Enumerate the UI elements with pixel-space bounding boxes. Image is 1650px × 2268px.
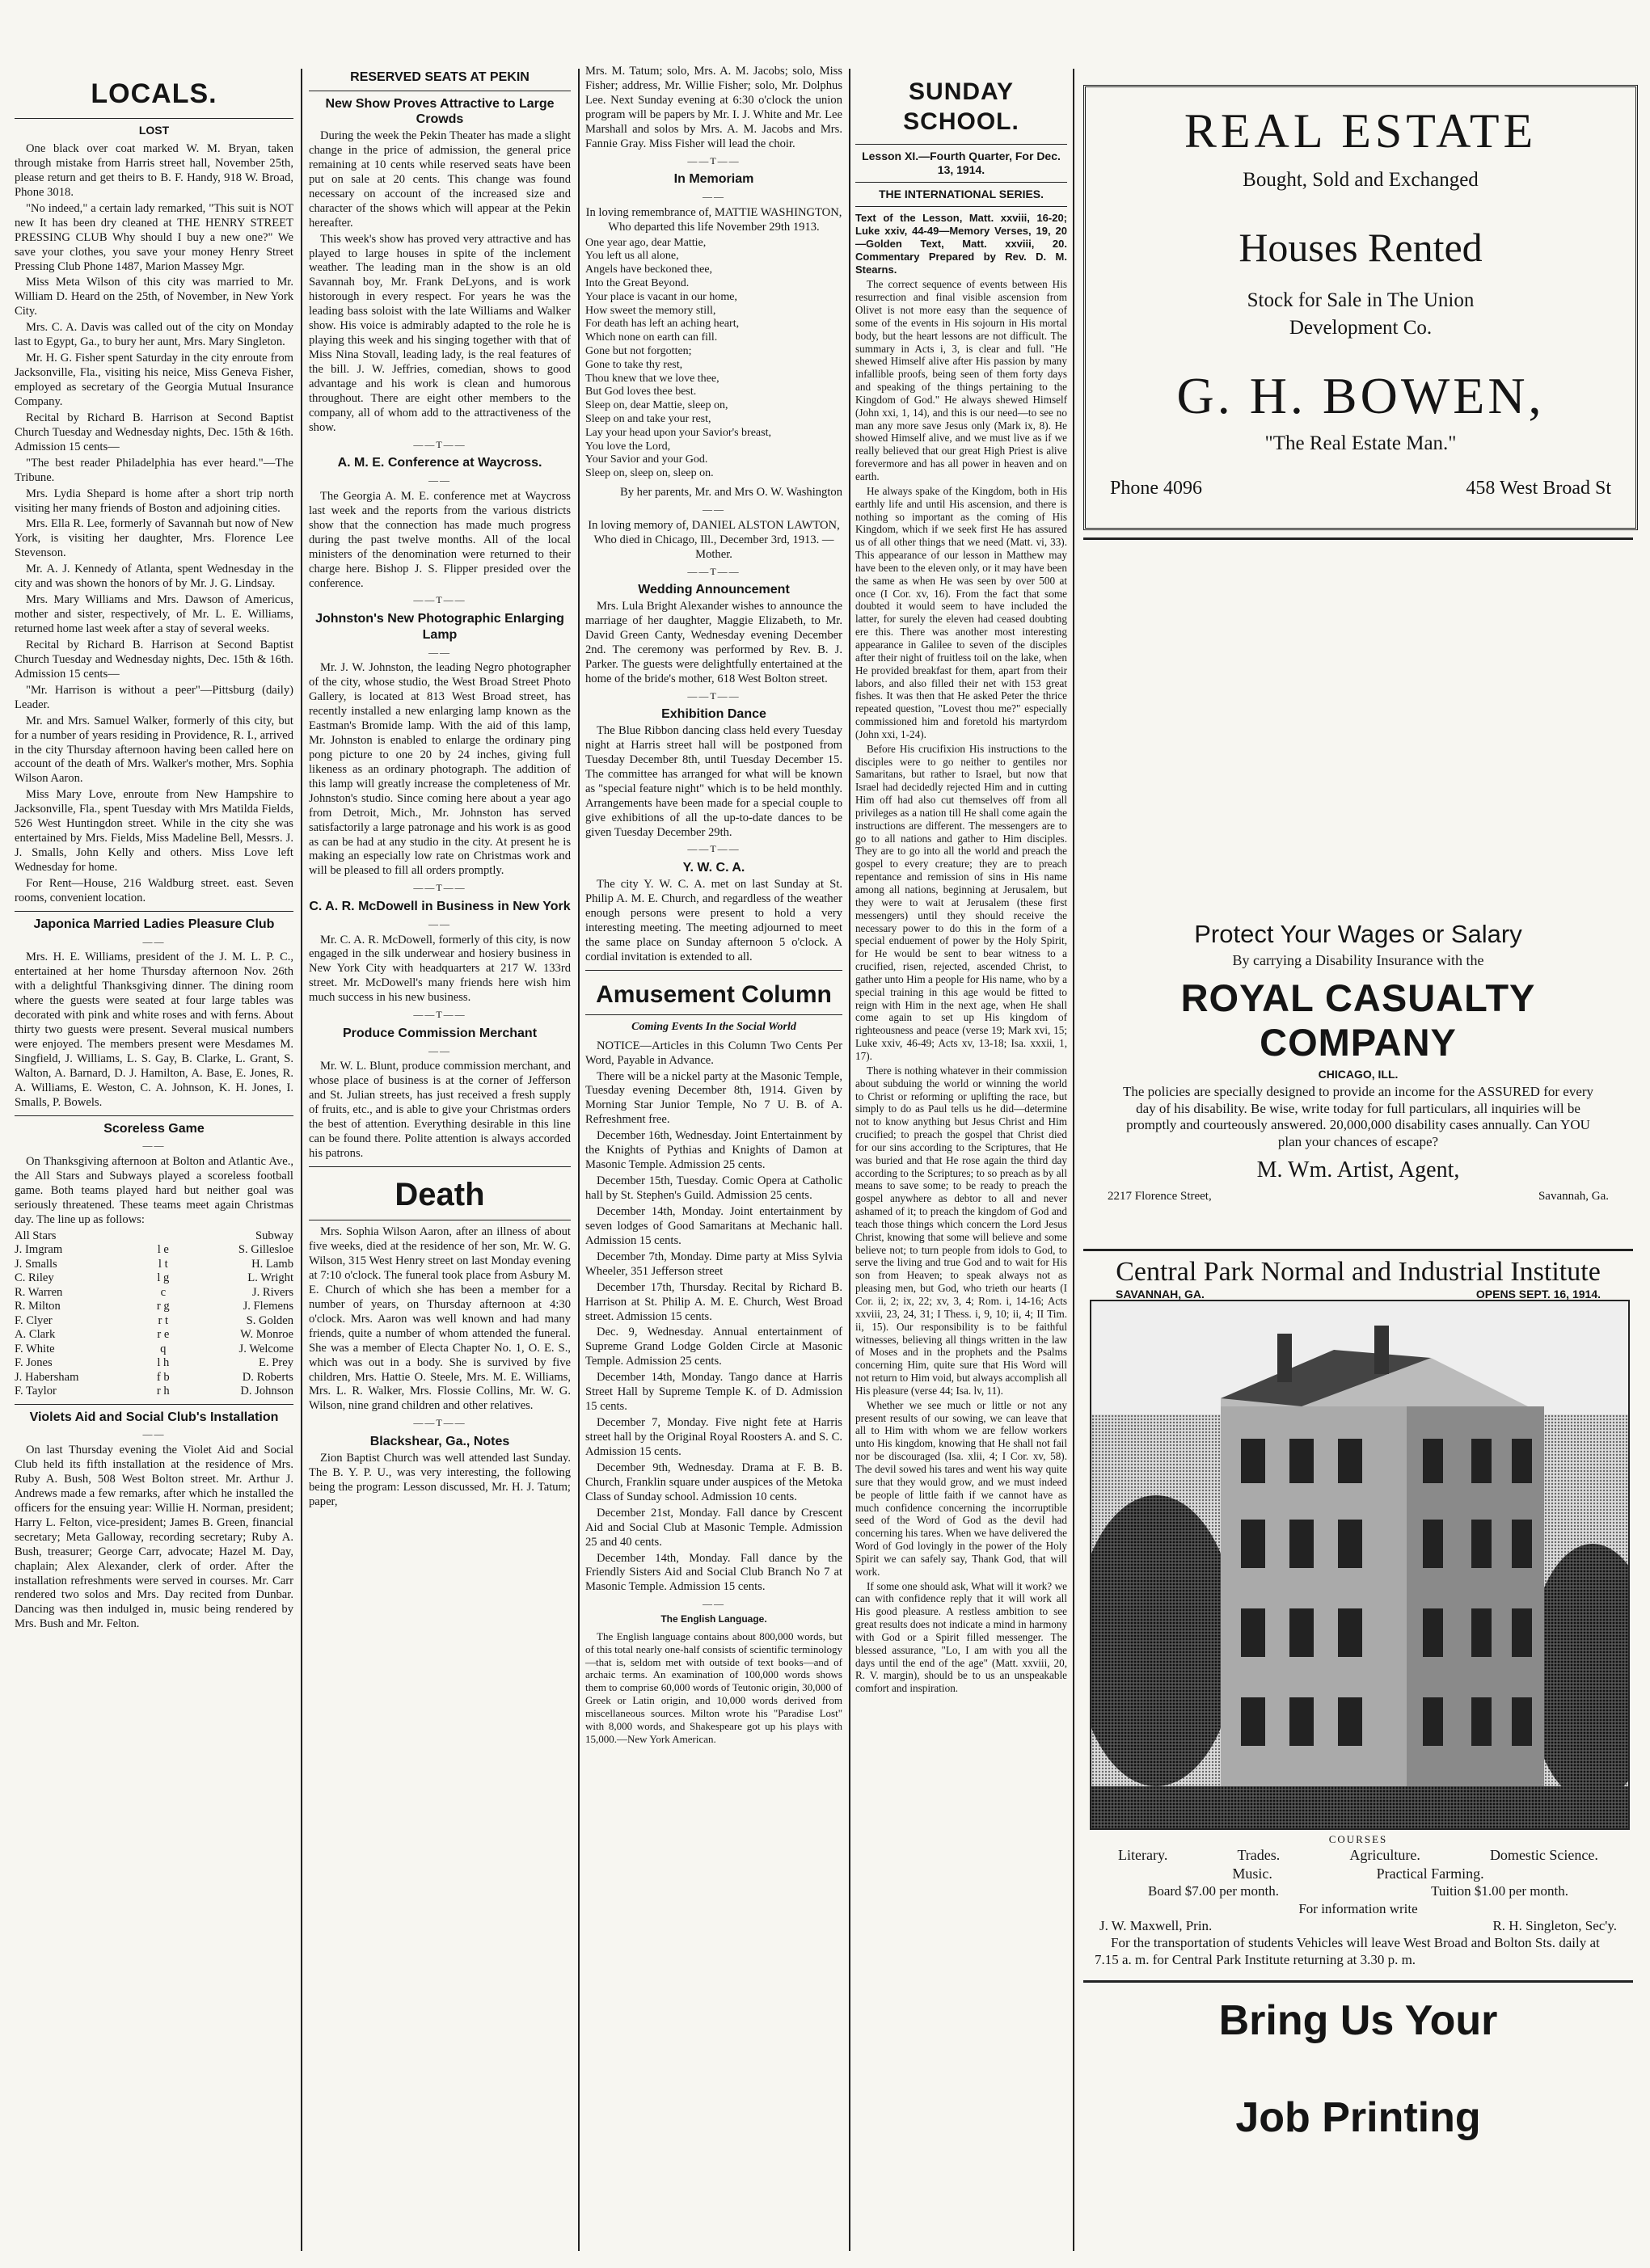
divider: ——: [703, 191, 725, 203]
memoriam-heading: In Memoriam: [673, 172, 754, 187]
divider: ——T——: [413, 1417, 466, 1429]
divider: ——: [428, 1044, 451, 1056]
course-name: Music.: [1232, 1865, 1272, 1882]
houses-rented: Houses Rented: [1239, 225, 1483, 270]
divider: [1083, 1980, 1633, 1983]
bowen-tagline: "The Real Estate Man.": [1264, 432, 1457, 454]
paragraph: "Mr. Harrison is without a peer"—Pittsburg (daily) Leader.: [15, 683, 293, 711]
all-stars-player: R. Warren: [15, 1285, 63, 1299]
all-stars-player: C. Riley: [15, 1271, 54, 1285]
divider: ——T——: [413, 882, 466, 894]
divider: ——: [703, 503, 725, 515]
bowen-name: G. H. BOWEN,: [1176, 366, 1545, 424]
paragraph: One black over coat marked W. M. Bryan, taken through mistake from Harris street hall, November 25th, please return and get theirs to B. F. Handy, 918 W. Broad, Phone 3018.: [15, 142, 293, 199]
board-fee: Board $7.00 per month.: [1148, 1883, 1279, 1899]
position: l e: [157, 1243, 169, 1257]
lineup-row: [15, 1343, 293, 1357]
course-name: Trades.: [1237, 1847, 1281, 1864]
divider: [855, 182, 1067, 183]
violets-text: On last Thursday evening the Violet Aid and Social Club held its fifth installation at the residence of Mrs. Ruby A. Bush, 508 West Bolton street. Mr. Arthur J. Andrews made a few remarks, after which he installed the officers for the ensuing year: Willie H. Norman, president; Harry L. Felton, vice-president; James B. Green, financial secretary; Meta Galloway, recording secretary; Ruby A. Bush, treasurer; George Carr, advocate; Hazel M. Day, chaplain; Alex Alexander, clerk of order. After the installation refreshments were served in courses. Mr. Carr rendered two solos and Mrs. Day recited from Dunbar. Dancing was then indulged in, music being rendered by Mrs. Bush and Mr. Felton.: [15, 1444, 293, 1631]
wedding-heading: Wedding Announcement: [638, 583, 790, 597]
lineup-row: [15, 1271, 293, 1286]
paragraph: The correct sequence of events between His resurrection and final visible ascension from Olivet is not more easy than the sequence of some of the events in His sojourn in His mortal body, but the heart lessons are not difficult. The summary in Acts i, 3, is clear and full. "He shewed Himself alive after His passion by many infallible proofs, being seen of them forty days and speaking of the things pertaining to the Kingdom of God." He always shewed Himself (John xxi, 1, 14), and this is our need—to see no man any more save Jesus only (Mark ix, 8). He showed Himself alive, and we must live as if we really believed that our great High Priest is alive forevermore and has all power in heaven and on earth.: [855, 278, 1067, 483]
stock-line-1: Stock for Sale in The Union: [1247, 289, 1475, 311]
course-name: Agriculture.: [1349, 1847, 1420, 1864]
real-estate-subtitle: Bought, Sold and Exchanged: [1243, 169, 1479, 191]
info-line: For information write: [1298, 1900, 1418, 1916]
paragraph: Mrs. Lydia Shepard is home after a short trip north visiting her many friends of Boston and adjoining cities.: [15, 487, 293, 515]
paragraph: Mr. H. G. Fisher spent Saturday in the city enroute from Jacksonville, Fla., visiting his neice, Miss Geneva Fisher, employed as secretary of the Georgia Mutual Insurance Company.: [15, 352, 293, 408]
lineup-row: [15, 1286, 293, 1301]
position: f b: [156, 1370, 170, 1384]
poem-line: Lay your head upon your Savior's breast,: [585, 426, 771, 439]
lineup-header: Subway: [255, 1229, 293, 1242]
job-printing-line-1: Bring Us Your: [1218, 1997, 1498, 2044]
divider: ——: [428, 646, 451, 658]
wedding-text: Mrs. Lula Bright Alexander wishes to announce the marriage of her daughter, Maggie Elizabeth, to Mr. David Green Canty, Wednesday evening December 2nd. The ceremony was performed by Rev. B. J. Parker. The guests were delightfully entertained at the home of the bride's mother, 618 West Bolton street.: [585, 599, 842, 685]
paragraph: If some one should ask, What will it work? we can with confidence reply that it will work all His good pleasure. A restless ambition to see great results does not indicate a mind in harmony with God or a Spirit filled messenger. The blessed assurance, "Lo, I am with you all the days until the end of the age" (Matt. xxviii, 20, R. V. margin), should be to us an unspeakable comfort and inspiration.: [855, 1579, 1067, 1695]
paragraph: December 7, Monday. Five night fete at Harris street hall by the Original Royal Roosters A. and S. C. Admission 15 cents.: [585, 1416, 842, 1458]
column-rule: [301, 69, 302, 2251]
english-language-text: The English language contains about 800,000 words, but of this total nearly one-half consists of scientific terminology—that is, seldom met with outside of text books—and of archaic terms. An examination of 100,000 words shows them to comprise 60,000 words of Teutonic origin, 30,000 of Greek or Latin origin, and 10,000 words derived from miscellaneous sources. Milton wrote his "Paradise Lost" with 8,000 words, and Shakespeare got up his plays with 15,000.—New York American.: [585, 1629, 842, 1745]
paragraph: December 21st, Monday. Fall dance by Crescent Aid and Social Club at Masonic Temple. Admission 25 and 40 cents.: [585, 1506, 842, 1549]
insurance-company: ROYAL CASUALTY COMPANY: [1180, 976, 1536, 1064]
divider: [585, 970, 842, 971]
poem-line: Your Savior and your God.: [585, 453, 708, 466]
paragraph: "The best reader Philadelphia has ever heard."—The Tribune.: [15, 456, 293, 484]
column-rule: [849, 69, 850, 2251]
insurance-city: CHICAGO, ILL.: [1318, 1068, 1399, 1081]
position: r g: [156, 1300, 170, 1313]
lesson-text-reference: Text of the Lesson, Matt. xxviii, 16-20; Luke xxiv, 44-49—Memory Verses, 19, 20—Golden Text, Matt. xxviii, 20. Commentary Prepared by Rev. D. M. Stearns.: [855, 212, 1067, 276]
divider: ——T——: [687, 843, 741, 855]
divider: [15, 1404, 293, 1405]
johnston-text: Mr. J. W. Johnston, the leading Negro photographer of the city, whose studio, the West Broad Street Photo Gallery, is located at 813 West Broad street, has recently installed a new enlarging lamp known as the Eastman's Bromide lamp. With the aid of this lamp, Mr. Johnston is enabled to enlarge the ordinary ping pong picture to one 20 by 24 inches, giving full likeness as an ordinary photograph. The addition of this lamp will greatly increase the completeness of Mr. Johnston's studio. Since coming here about a year ago from Detroit, Mich., Mr. Johnston has served satisfactorily a large patronage and his work is as good as can be had at any studio in the city. At present he is making an especially low rate on Christmas work and will be pleased to fill all orders promptly.: [309, 661, 571, 878]
reserved-text-1: During the week the Pekin Theater has made a slight change in the price of admission, the general price remaining at 10 cents while reserved seats have been put on sale at 20 cents. This change was found necessary on account of the increased size and character of the shows which will appear at the Pekin hereafter.: [309, 129, 571, 230]
lineup-row: [15, 1314, 293, 1329]
course-name: Literary.: [1118, 1847, 1168, 1864]
japonica-text: Mrs. H. E. Williams, president of the J. M. L. P. C., entertained at her home Thursday afternoon Nov. 26th with a delightful Thanksgiving dinner. The dining room where the guests were seated at four large tables was decorated with pink and white roses and with ferns. About thirty two guests were present. Several musical numbers were enjoyed. The members present were Mesdames M. Singfield, J. Williams, L. S. Gay, B. Clarke, L. Grant, S. Walton, A. Barnard, D. J. Hamilton, A. Base, E. Jones, R. A. Williams, E. Weston, C. A. Johnson, K. H. Jones, I. Smalls, P. Bowels.: [15, 951, 293, 1109]
agent-town: Savannah, Ga.: [1538, 1189, 1609, 1203]
institute-title: Central Park Normal and Industrial Institute: [1116, 1257, 1601, 1287]
central-park-ad: [1083, 1257, 1633, 1301]
divider: [855, 144, 1067, 145]
paragraph: Dec. 9, Wednesday. Annual entertainment of Supreme Grand Lodge Golden Circle at Masonic Temple. Admission 25 cents.: [585, 1326, 842, 1368]
course-name: Practical Farming.: [1376, 1865, 1484, 1882]
poem-line: Gone to take thy rest,: [585, 358, 683, 371]
paragraph: There will be a nickel party at the Masonic Temple, Tuesday evening December 8th, 1914. Given by Morning Star Junior Temple, No 7 U. B. of A. Refreshment free.: [585, 1069, 842, 1127]
agent-street: 2217 Florence Street,: [1108, 1189, 1212, 1203]
paragraph: Mrs. Ella R. Lee, formerly of Savannah but now of New York, is visiting her daughter, Mrs. Florence Lee Stevenson.: [15, 517, 293, 560]
institute-subline: [1083, 1288, 1633, 1301]
paragraph: December 15th, Tuesday. Comic Opera at Catholic hall by St. Stephen's Guild. Admission 25 cents.: [585, 1174, 842, 1203]
job-printing-line-2: Job Printing: [1235, 2094, 1481, 2141]
lawton-memorial: In loving memory of, DANIEL ALSTON LAWTON, Who died in Chicago, Ill., December 3rd, 1913. —Mother.: [588, 518, 840, 561]
poem-line: You left us all alone,: [585, 250, 679, 263]
divider: ——T——: [687, 154, 741, 167]
blackshear-heading: Blackshear, Ga., Notes: [369, 1435, 510, 1449]
building-illustration: [1091, 1301, 1628, 1828]
lineup-row: [15, 1243, 293, 1258]
blackshear-text: Zion Baptist Church was well attended last Sunday. The B. Y. P. U., was very interesting, the following being the program: Lesson discussed, Mr. H. J. Tatum; paper,: [309, 1451, 571, 1508]
all-stars-player: R. Milton: [15, 1300, 61, 1313]
scoreless-text: On Thanksgiving afternoon at Bolton and Atlantic Ave., the All Stars and Subways played a scoreless football game. Both teams played hard but neither goal was seriously threatened. These teams meet again Christmas day. The line up as follows:: [15, 1155, 293, 1226]
poem-line: Gone but not forgotten;: [585, 345, 692, 358]
amusement-notice: NOTICE—Articles in this Column Two Cents Per Word, Payable in Advance.: [585, 1039, 842, 1067]
officers-row: [1083, 1917, 1633, 1934]
institute-opens: OPENS SEPT. 16, 1914.: [1475, 1288, 1601, 1301]
subway-player: J. Flemens: [243, 1300, 293, 1313]
poem-line: But God loves thee best.: [585, 386, 697, 398]
lineup-row: [15, 1356, 293, 1371]
position: r e: [157, 1328, 170, 1342]
institute-city: SAVANNAH, GA.: [1116, 1288, 1205, 1301]
program-continued: Mrs. M. Tatum; solo, Mrs. A. M. Jacobs; solo, Miss Fisher; address, Mr. Willie Fisher; solo, Mr. Dolphus Lee. Next Sunday evening at 6:30 o'clock the union program will be papers by Mr. I. J. White and Mr. Lee Marshall and solos by Mrs. A. M. Jacobs and Mrs. Fannie Gray. Miss Fisher will lead the choir.: [585, 65, 842, 150]
position: l t: [158, 1257, 168, 1271]
sunday-school-masthead: SUNDAY SCHOOL.: [903, 78, 1019, 135]
paragraph: Before His crucifixion His instructions to the disciples were to go neither to gentiles nor Samaritans, but rather to Israel, but now that Israel had decidedly rejected Him and in cutting Him off had also cut themselves off from all privileges as a nation till He shall come again the instructions are different. The messengers are to go to all nations and gather to Him disciples. They are to go into all the world and preach the gospel to every creature; they are to preach repentance and remission of sins in His name among all nations, beginning at Jerusalem, but they were to wait at Jerusalem (these first messengers) until they should receive the necessary power to do this in the form of a special enduement of power by the Holy Spirit, for He would be sent to bear witness to a crucified, risen, rejected, ascended Christ, to gather unto Him a people for His name, who by a special training in this age would be fitted to reign with Him in the next age, when He shall come again to set up His kingdom of righteousness and peace (verse 19; Mark xvi, 15; Luke xxiv, 46-49; Acts xv, 13-18; Isa. xxxii, 1, 17).: [855, 742, 1067, 1062]
paragraph: Mr. A. J. Kennedy of Atlanta, spent Wednesday in the city and was shown the honors of by Mr. J. G. Lindsay.: [15, 563, 293, 591]
exhibition-text: The Blue Ribbon dancing class held every Tuesday night at Harris street hall will be postponed from Tuesday December 8th, until Tuesday December 15. The committee has arranged for what will be known as "special feature night" which is to be held monthly. Arrangements have been made for a special couple to give exhibitions of all the up-to-date dances to be given Tuesday December 29th.: [585, 723, 842, 839]
reserved-text-2: This week's show has proved very attractive and has played to large houses in spite of the inclement weather. The leading man in the show is an old Savannah boy, Mr. Frank DeLyons, and is work historough in every respect. For years he was the leading bass soloist with the late Williams and Walker show. His voice is admirably adapted to the role he is playing this week and his singing together with that of Miss Nina Stovall, leading lady, is the real features of the bill. J. W. Jeffries, comedian, shows to good advantage and his work is clean and humorous throughout. There are eight other members to the company, all of whom add to the attractiveness of the show.: [309, 232, 571, 434]
poem-line: For death has left an aching heart,: [585, 318, 740, 331]
lineup-header: All Stars: [15, 1229, 57, 1242]
paragraph: Mrs. Mary Williams and Mrs. Dawson of Americus, mother and sister, respectively, of Mr. L. E. Williams, returned home last week after a stay of several weeks.: [15, 593, 293, 636]
poem-line: Sleep on, dear Mattie, sleep on,: [585, 399, 728, 412]
subway-player: W. Monroe: [240, 1328, 293, 1342]
paragraph: December 16th, Wednesday. Joint Entertainment by the Knights of Pythias and Knights of Damon at Masonic Temple. Admission 25 cents.: [585, 1129, 842, 1172]
divider: ——: [142, 935, 166, 947]
courses-row-1: [1083, 1846, 1633, 1865]
agent-address: [1083, 1190, 1633, 1204]
divider: [15, 118, 293, 119]
lineup-row: [15, 1300, 293, 1314]
paragraph: December 9th, Wednesday. Drama at F. B. B. Church, Franklin square under auspices of the Metoka Class of Sunday school. Admission 10 cents.: [585, 1461, 842, 1503]
paragraph: December 14th, Monday. Fall dance by the Friendly Sisters Aid and Social Club Branch No 7 at Masonic Temple. Admission 15 cents.: [585, 1551, 842, 1594]
real-estate-ad: [1083, 85, 1638, 530]
subway-player: D. Roberts: [242, 1370, 293, 1384]
real-estate-title: REAL ESTATE: [1184, 104, 1538, 158]
fees-row: [1083, 1882, 1633, 1899]
ame-heading: A. M. E. Conference at Waycross.: [337, 456, 542, 470]
course-name: Domestic Science.: [1489, 1847, 1598, 1864]
lineup-row: [15, 1371, 293, 1385]
column-rule: [578, 69, 580, 2251]
column-three: [585, 65, 842, 1747]
series-line: THE INTERNATIONAL SERIES.: [878, 188, 1044, 201]
paragraph: Whether we see much or little or not any present results of our sowing, we can leave that all to Him with whom we are fellow workers unto His kingdom, knowing that He shall not fail nor be discouraged (Isa. xlii, 4; I Cor. xv, 58). The devil sowed his tares and went his way quite sure that they would grow, and we must indeed be people of little faith if we cannot have as much confidence concerning the incorruptible seed of the Word of God as the devil had concerning his tares. When we have delivered the Word of God lovingly in the power of the Holy Spirit we can safely say, Thank God, that will work.: [855, 1398, 1067, 1578]
paragraph: Mr. and Mrs. Samuel Walker, formerly of this city, but for a number of years residing in Providence, R. I., arrived in the city Thursday afternoon having been called here on account of the death of Mrs. Walker's mother, Mrs. Sophia Wilson Aaron.: [15, 714, 293, 786]
subway-player: S. Gillesloe: [238, 1243, 293, 1257]
exhibition-heading: Exhibition Dance: [661, 707, 766, 722]
paragraph: Recital by Richard B. Harrison at Second Baptist Church Tuesday and Wednesday nights, Dec. 15th & 16th. Admission 15 cents—: [15, 638, 293, 681]
commentary: [855, 278, 1067, 1695]
poem-line: Thou knew that we love thee,: [585, 372, 720, 385]
all-stars-player: J. Imgram: [15, 1243, 63, 1257]
poem-line: One year ago, dear Mattie,: [585, 236, 707, 249]
paragraph: Mrs. C. A. Davis was called out of the city on Monday last to Egypt, Ga., to bury her aunt, Mrs. Mary Singleton.: [15, 321, 293, 349]
memoriam-intro: In loving remembrance of, MATTIE WASHINGTON, Who departed this life November 29th 1913.: [585, 205, 842, 234]
courses-row-2: [1083, 1865, 1633, 1883]
central-park-details: [1083, 1833, 1633, 1969]
paragraph: "No indeed," a certain lady remarked, "This suit is NOT new It has been dry cleaned at THE HENRY STREET PRESSING CLUB Why should I buy a new one?" We save your clothes, you save your money Henry Street Pressing Club Phone 1487, Marion Massey Mgr.: [15, 201, 293, 273]
divider: ——: [142, 1140, 166, 1152]
insurance-title: Protect Your Wages or Salary: [1194, 920, 1522, 948]
mcdowell-text: Mr. C. A. R. McDowell, formerly of this city, is now engaged in the silk underwear and hosiery business in New York City with headquarters at 217 W. 133rd street. Mr. McDowell's many friends here wish him much success in his new business.: [309, 933, 571, 1005]
all-stars-player: F. Jones: [15, 1356, 53, 1370]
lineup-table: [15, 1229, 293, 1399]
produce-heading: Produce Commission Merchant: [342, 1026, 538, 1040]
insurance-agent: M. Wm. Artist, Agent,: [1256, 1157, 1460, 1182]
paragraph: December 7th, Monday. Dime party at Miss Sylvia Wheeler, 351 Jefferson street: [585, 1250, 842, 1278]
institute-building-photo: [1090, 1300, 1630, 1830]
paragraph: There is nothing whatever in their commission about subduing the world or winning the world to Christ or reforming or uplifting the race, but simply to do as Paul tells us he did—determine not to know anything but Jesus Christ and Him crucified; to preach the gospel that Christ died for our sins according to the Scriptures, that He was buried and that He rose again the third day according to the Scriptures; to so preach as by all means to save some; to be ready to preach the gospel anywhere as debtor to all and never ashamed of it; to preach the kingdom of God and teach those things which concern the Lord Jesus Christ, knowing that some will believe and some believe not; to turn people from idols to God, to serve the living and true God and to wait for His son from Heaven; to speak always not as pleasing men, but God, who trieth our hearts (I Cor. ii, 2; ix, 22; xv, 3, 4; Rom. i, 14-16; Acts xxviii, 23, 24, 31; I Thess. i, 9, 10; ii, 4; II Tim. ii, 15). Our responsibility is to be faithful witnesses, believing all things written in the law of Moses and in the prophets and the Psalms concerning Him, quite sure that His Word will not return to Him void, but always accomplish all His pleasure (verse 44; Isa. lv, 11).: [855, 1064, 1067, 1397]
all-stars-player: A. Clark: [15, 1328, 56, 1342]
johnston-heading: Johnston's New Photographic Enlarging Lamp: [315, 612, 564, 642]
subway-player: J. Rivers: [251, 1285, 293, 1299]
courses-heading: COURSES: [1328, 1833, 1388, 1845]
subway-player: L. Wright: [247, 1271, 293, 1285]
reserved-subheading: New Show Proves Attractive to Large Crowds: [325, 96, 555, 127]
position: l g: [157, 1271, 170, 1285]
tuition-fee: Tuition $1.00 per month.: [1431, 1883, 1568, 1899]
subway-player: S. Golden: [246, 1313, 293, 1327]
divider: [1083, 1249, 1633, 1251]
position: c: [160, 1285, 167, 1299]
position: r h: [156, 1385, 170, 1398]
memorial-poem: [585, 237, 842, 481]
all-stars-player: F. Clyer: [15, 1313, 53, 1327]
secretary: R. H. Singleton, Sec'y.: [1492, 1917, 1617, 1933]
all-stars-player: J. Habersham: [15, 1370, 79, 1384]
ywca-heading: Y. W. C. A.: [682, 861, 745, 875]
violets-heading: Violets Aid and Social Club's Installation: [29, 1410, 279, 1424]
paragraph: December 14th, Monday. Joint entertainment by seven lodges of Good Samaritans at Mechanic hall. Admission 15 cents.: [585, 1204, 842, 1247]
amusement-subheading: Coming Events In the Social World: [631, 1021, 796, 1034]
locals-items: [15, 142, 293, 906]
divider: ——T——: [687, 565, 741, 577]
divider: ——: [428, 474, 451, 487]
divider: ——T——: [687, 689, 741, 702]
poem-line: How sweet the memory still,: [585, 304, 716, 317]
english-language-heading: The English Language.: [660, 1613, 767, 1625]
poem-line: Angels have beckoned thee,: [585, 263, 713, 276]
transport-note: For the transportation of students Vehicles will leave West Broad and Bolton Sts. daily at 7.15 a. m. for Central Park Institute returning at 3.30 p. m.: [1095, 1935, 1600, 1968]
paragraph: December 17th, Thursday. Recital by Richard B. Harrison at St. Philip A. M. E. Church, West Broad street. Admission 15 cents.: [585, 1280, 842, 1323]
produce-text: Mr. W. L. Blunt, produce commission merchant, and whose place of business is at the corner of Jefferson and St. Julian streets, has just received a fresh supply of fruits, etc., and is able to give your Christmas orders the best of attention. Everything desirable in this line can be found there. Polite attention is always accorded his patrons.: [309, 1060, 571, 1160]
paragraph: Recital by Richard B. Harrison at Second Baptist Church Tuesday and Wednesday nights, Dec. 15th & 16th. Admission 15 cents—: [15, 411, 293, 453]
amusement-items: [585, 1070, 842, 1596]
reserved-heading: RESERVED SEATS AT PEKIN: [350, 70, 530, 84]
divider: ——: [142, 1428, 166, 1440]
position: q: [160, 1342, 167, 1355]
sunday-school-column: [855, 71, 1067, 1697]
paragraph: Miss Meta Wilson of this city was married to Mr. William D. Heard on the 25th, of November, in New York City.: [15, 276, 293, 318]
principal: J. W. Maxwell, Prin.: [1099, 1917, 1213, 1933]
poem-signature: By her parents, Mr. and Mrs O. W. Washington: [619, 486, 842, 500]
insurance-ad: [1083, 913, 1633, 1204]
poem-line: Sleep on, sleep on, sleep on.: [585, 467, 714, 480]
japonica-heading: Japonica Married Ladies Pleasure Club: [33, 917, 275, 931]
divider: [15, 911, 293, 912]
paragraph: Miss Mary Love, enroute from New Hampshire to Jacksonville, Fla., spent Tuesday with Mrs Matilda Fields, 526 West Huntingdon street. While in the city she was entertained by Mrs. Fields, Miss Madeline Bell, Messrs. J. J. Smalls, John Kelly and others. Miss Love left Wednesday for home.: [15, 788, 293, 875]
all-stars-player: F. White: [15, 1342, 55, 1355]
insurance-subtitle: By carrying a Disability Insurance with the: [1232, 952, 1484, 968]
ame-text: The Georgia A. M. E. conference met at Waycross last week and the reports from the various districts show that the connection has made much progress during the past twelve months. All of the local ministers of the denomination were returned to their charge here. Bishop J. S. Flipper presided over the conference.: [309, 489, 571, 590]
lineup-header-row: [15, 1229, 293, 1244]
poem-line: Which none on earth can fill.: [585, 331, 718, 344]
lost-heading: LOST: [138, 123, 170, 137]
lineup-row: [15, 1328, 293, 1343]
subway-player: H. Lamb: [251, 1257, 293, 1271]
death-text: Mrs. Sophia Wilson Aaron, after an illness of about five weeks, died at the residence of her son, Mr. W. G. Wilson, 315 West Henry street on last Monday evening at 7:10 o'clock. The funeral took place from Asbury M. E. Church of which she has been a member for a number of years, on Thursday afternoon at 4:30 o'clock. Mrs. Aaron was well known and had many friends, quite a number of whom attended the funeral. She was a member of Electa Chapter No. 1, O. E. S., which was out in a body. She is survived by five children, Mrs. Hattie O. Steele, Mrs. M. E. Williams, Mrs. L. R. Walker, Mrs. Flossie Collins, Mr. W. G. Wilson, nine grand children and other relatives.: [309, 1225, 571, 1413]
lineup-row: [15, 1385, 293, 1399]
contact-line: [1086, 478, 1635, 500]
divider: [15, 1115, 293, 1116]
subway-player: J. Welcome: [238, 1342, 293, 1355]
divider: [585, 1014, 842, 1015]
position: l h: [157, 1356, 170, 1370]
ywca-text: The city Y. W. C. A. met on last Sunday at St. Philip A. M. E. Church, and regardless of the weather enough persons were present to hold a very interesting meeting. The meeting adjourned to meet the same place on Sunday afternoon 5 o'clock. A cordial invitation is extended to all.: [585, 877, 842, 963]
locals-masthead: LOCALS.: [91, 78, 217, 109]
scoreless-heading: Scoreless Game: [103, 1121, 205, 1136]
insurance-body: The policies are specially designed to provide an income for the ASSURED for every day of his disability. Be wise, write today for full particulars, all inquiries will be promptly and courteously answered. 20,000,000 disability cases annually. Can YOU plan your chances of escape?: [1122, 1084, 1594, 1150]
poem-line: Sleep on and take your rest,: [585, 413, 711, 426]
paragraph: He always spake of the Kingdom, both in His earthly life and until His ascension, and there is nothing so important as the coming of His Kingdom, which if we seek first He has assured us of all other things that we need (Matt. vi, 33). This appearance of our lesson in Matthew may have been to the eleven only, or it may have been the same as when He was seen by over 500 at once (I Cor. xv, 16). From the fact that some doubted it would seem to have included the latter, for surely the eleven had ceased doubting ere this. There was another most interesting appearance in Galilee to seven of the disciples after their night of fruitless toil on the lake, when He provided breakfast for them, apart from their labors, and also filled their net with 153 great fishes. It was then that He asked Peter the thrice repeated question, "Lovest thou me?" especially commissioned him and foretold his martyrdom (John xxi, 1-24).: [855, 484, 1067, 740]
divider: ——T——: [413, 438, 466, 450]
position: r t: [158, 1313, 169, 1327]
amusement-heading: Amusement Column: [596, 980, 832, 1008]
death-heading: Death: [395, 1176, 485, 1212]
paragraph: For Rent—House, 216 Waldburg street. east. Seven rooms, convenient location.: [15, 876, 293, 904]
divider: [1083, 537, 1633, 540]
subway-player: E. Prey: [259, 1356, 293, 1370]
divider: ——T——: [413, 594, 466, 606]
divider: ——: [703, 1598, 725, 1610]
lineup-header: [143, 1229, 184, 1244]
subway-player: D. Johnson: [240, 1385, 293, 1398]
divider: [309, 1166, 571, 1167]
lineup-row: [15, 1258, 293, 1272]
all-stars-player: F. Taylor: [15, 1385, 57, 1398]
column-two: [309, 65, 571, 1511]
locals-column: [15, 71, 293, 1634]
job-printing-ad: [1083, 1996, 1633, 2142]
divider: ——: [428, 917, 451, 930]
stock-line-2: Development Co.: [1289, 316, 1433, 339]
paragraph: December 14th, Monday. Tango dance at Harris Street Hall by Supreme Temple K. of D. Admission 15 cents.: [585, 1371, 842, 1414]
mcdowell-heading: C. A. R. McDowell in Business in New York: [309, 900, 571, 914]
lesson-line: Lesson XI.—Fourth Quarter, For Dec. 13, 1914.: [862, 149, 1061, 176]
column-rule: [1073, 69, 1074, 2251]
street-address: 458 West Broad St: [1466, 477, 1611, 499]
all-stars-player: J. Smalls: [15, 1257, 57, 1271]
divider: ——T——: [413, 1009, 466, 1021]
phone-number: Phone 4096: [1110, 477, 1202, 499]
divider: [855, 206, 1067, 207]
poem-line: You love the Lord,: [585, 440, 671, 453]
poem-line: Your place is vacant in our home,: [585, 290, 737, 303]
poem-line: Into the Great Beyond.: [585, 277, 690, 290]
